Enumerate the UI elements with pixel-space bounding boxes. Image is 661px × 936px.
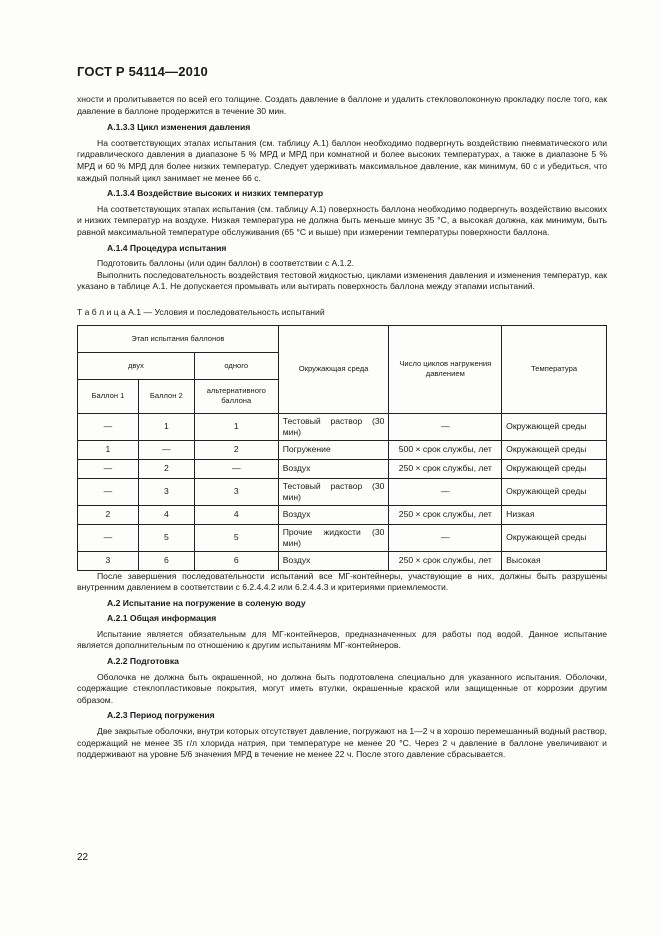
cell-alt: 4 <box>194 505 278 524</box>
th-temperature: Температура <box>502 325 607 413</box>
paragraph-a14-1: Подготовить баллоны (или один баллон) в соответствии с А.1.2. <box>97 258 355 269</box>
cell-b1: — <box>78 524 139 551</box>
cell-b2: 4 <box>138 505 194 524</box>
th-environment: Окружающая среда <box>278 325 389 413</box>
cell-env: Воздух <box>278 551 389 570</box>
paragraph-a21: Испытание является обязательным для МГ-контейнеров, предназначенных для работы под водой. Данное испытание является дополнительным по отношению к другим испытаниям МГ-контейнеров. <box>77 628 607 651</box>
cell-cycles: — <box>389 478 502 505</box>
cell-b2: 3 <box>138 478 194 505</box>
cell-temp: Высокая <box>502 551 607 570</box>
cell-cycles: 250 × срок службы, лет <box>389 459 502 478</box>
page-content <box>77 94 607 761</box>
cell-b1: 2 <box>78 505 139 524</box>
cell-temp: Окружающей среды <box>502 413 607 440</box>
table-row <box>78 505 607 524</box>
paragraph-a22: Оболочка не должна быть окрашенной, но должна быть подготовлена специально для указанного испытания. Оболочки, содержащие стеклопластиковые покрытия, могут иметь втулки, окрашенные краской или защищенные от коррозии другим образом. <box>77 671 607 705</box>
cell-env: Воздух <box>278 505 389 524</box>
cell-env: Тестовый раствор (30 мин) <box>278 478 389 505</box>
cell-env: Погружение <box>278 440 389 459</box>
cell-env: Тестовый раствор (30 мин) <box>278 413 389 440</box>
paragraph-a133: На соответствующих этапах испытания (см. таблицу А.1) баллон необходимо подвергнуть воздействию пневматического или гидравлического давления в диапазоне 5 % МРД и МРД при комнатной и более высоких температурах, а также в диапазоне 5 % МРД и 60 % МРД для более низких температур. Следует удерживать максимальное давление, как минимум, 60 с и убедиться, что каждый полный цикл занимает не менее 66 с. <box>77 137 607 183</box>
cell-cycles: 250 × срок службы, лет <box>389 505 502 524</box>
table-row <box>78 478 607 505</box>
table-caption: Т а б л и ц а А.1 — Условия и последовательность испытаний <box>77 306 325 317</box>
cell-b1: — <box>78 478 139 505</box>
heading-a22: А.2.2 Подготовка <box>107 656 179 667</box>
cell-alt: 2 <box>194 440 278 459</box>
table-row <box>78 413 607 440</box>
cell-temp: Окружающей среды <box>502 478 607 505</box>
cell-env: Прочие жидкости (30 мин) <box>278 524 389 551</box>
th-alt: альтернативного баллона <box>194 379 278 413</box>
table-row <box>78 440 607 459</box>
cell-b2: 2 <box>138 459 194 478</box>
cell-b2: 5 <box>138 524 194 551</box>
table-row <box>78 459 607 478</box>
cell-env: Воздух <box>278 459 389 478</box>
cell-cycles: — <box>389 413 502 440</box>
cell-temp: Окружающей среды <box>502 524 607 551</box>
cell-cycles: — <box>389 524 502 551</box>
cell-temp: Низкая <box>502 505 607 524</box>
cell-alt: — <box>194 459 278 478</box>
th-two: двух <box>78 352 195 379</box>
cell-alt: 1 <box>194 413 278 440</box>
heading-a23: А.2.3 Период погружения <box>107 710 215 721</box>
cell-b1: 3 <box>78 551 139 570</box>
heading-a134: А.1.3.4 Воздействие высоких и низких температур <box>107 188 324 199</box>
cell-b2: — <box>138 440 194 459</box>
th-one: одного <box>194 352 278 379</box>
cell-b1: 1 <box>78 440 139 459</box>
cell-alt: 3 <box>194 478 278 505</box>
heading-a21: А.2.1 Общая информация <box>107 613 217 624</box>
heading-a14: А.1.4 Процедура испытания <box>107 242 227 253</box>
heading-a133: А.1.3.3 Цикл изменения давления <box>107 122 251 133</box>
cell-b2: 6 <box>138 551 194 570</box>
paragraph-a23: Две закрытые оболочки, внутри которых отсутствует давление, погружают на 1—2 ч в хорошо перемешанный водный раствор, содержащий не менее 35 г/л хлорида натрия, при температуре не менее 20 °С. Через 2 ч давление в баллоне увеличивают и поддерживают на уровне 5/6 значения МРД в течение не менее 22 ч. После этого давление сбрасывается. <box>77 726 607 760</box>
paragraph-a14-2: Выполнить последовательность воздействия тестовой жидкостью, циклами изменения давления и изменения температур, как указано в таблице А.1. Не допускается промывать или вытирать поверхность баллона между этапами испытаний. <box>77 269 607 292</box>
cell-cycles: 250 × срок службы, лет <box>389 551 502 570</box>
table-row <box>78 551 607 570</box>
cell-temp: Окружающей среды <box>502 459 607 478</box>
table-row <box>78 524 607 551</box>
document-header: ГОСТ Р 54114—2010 <box>77 64 208 79</box>
cell-b1: — <box>78 459 139 478</box>
cell-b1: — <box>78 413 139 440</box>
test-table <box>77 325 607 571</box>
cell-cycles: 500 × срок службы, лет <box>389 440 502 459</box>
paragraph-after-table: После завершения последовательности испытаний все МГ-контейнеры, участвующие в них, должны быть разрушены внутренним давлением в соответствии с 6.2.4.4.2 или 6.2.4.4.3 и критериями приемлемости. <box>77 570 607 593</box>
paragraph-a134: На соответствующих этапах испытания (см. таблицу А.1) поверхность баллона необходимо подвергнуть воздействию высоких и низких температур на воздухе. Низкая температура не должна быть меньше минус 35 °С, а высокая должна, как минимум, быть равной максимальной температуре обслуживания (65 °С и выше) при измерении температуры поверхности баллона. <box>77 203 607 237</box>
th-b2: Баллон 2 <box>138 379 194 413</box>
th-cycles: Число циклов нагружения давлением <box>389 325 502 413</box>
paragraph-intro: хности и пролитывается по всей его толщине. Создать давление в баллоне и удалить стекловолоконную прокладку после того, как давление в баллоне продержится в течение 30 мин. <box>77 94 607 116</box>
cell-b2: 1 <box>138 413 194 440</box>
th-b1: Баллон 1 <box>78 379 139 413</box>
page-number: 22 <box>77 852 89 863</box>
cell-alt: 6 <box>194 551 278 570</box>
cell-alt: 5 <box>194 524 278 551</box>
heading-a2: А.2 Испытание на погружение в соленую воду <box>107 597 306 608</box>
th-stage: Этап испытания баллонов <box>78 325 279 352</box>
cell-temp: Окружающей среды <box>502 440 607 459</box>
